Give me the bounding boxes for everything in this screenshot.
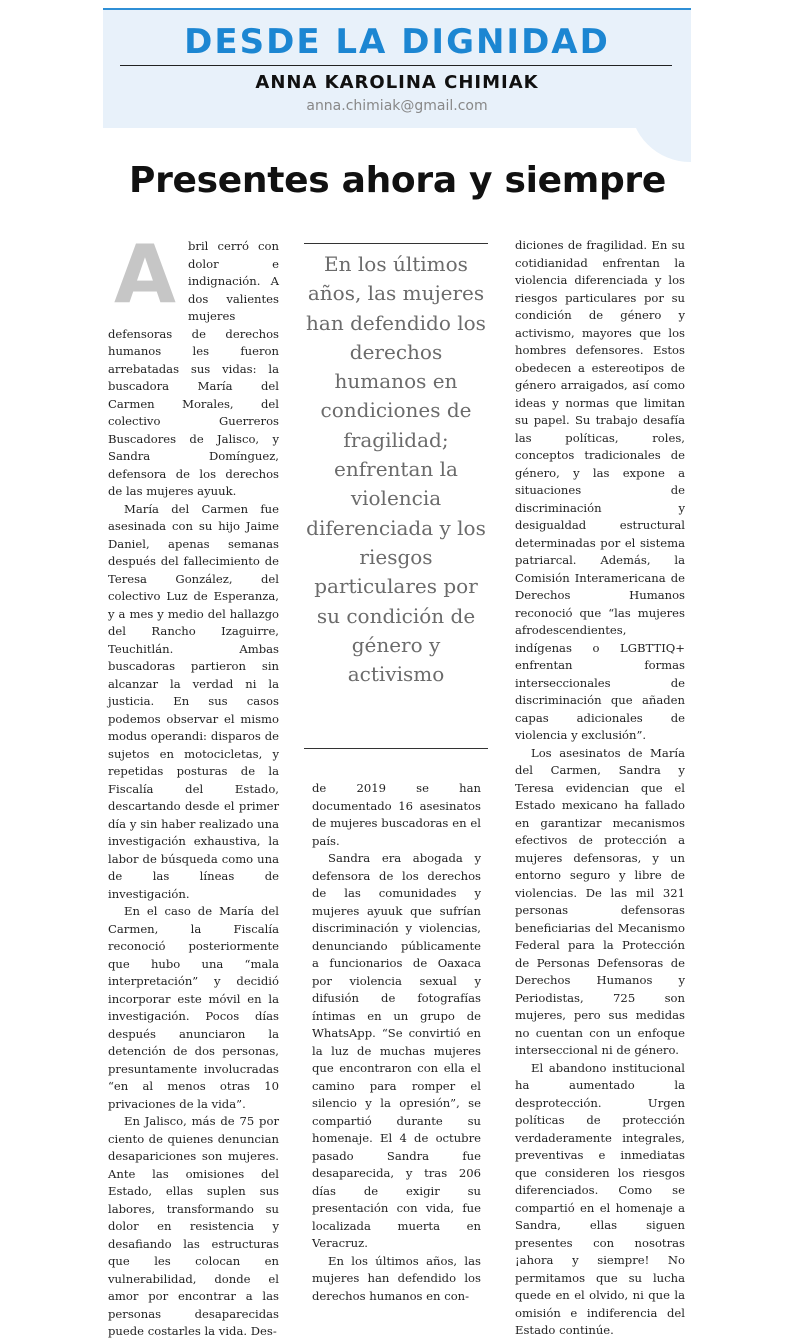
article-column-3: [515, 237, 685, 1340]
paragraph: Sandra era abogada y defensora de los derechos de las comunidades y mujeres ayuuk que sufrían discriminación y violencias, denunciando públicamente a funcionarios de Oaxaca por violencia sexual y difusión de fotografías íntimas en un grupo de WhatsApp. “Se convirtió en la luz de muchas mujeres que encontraron con ella el camino para romper el silencio y la opresión”, se compartió durante su homenaje. El 4 de octubre pasado Sandra fue desaparecida, y tras 206 días de exigir su presentación con vida, fue localizada muerta en Veracruz.: [312, 851, 481, 1250]
paragraph: En los últimos años, las mujeres han defendido los derechos humanos en con-: [312, 1253, 481, 1303]
paragraph: de 2019 se han documentado 16 asesinatos de mujeres buscadoras en el país.: [312, 781, 481, 848]
column-name: DESDE LA DIGNIDAD: [184, 22, 610, 62]
paragraph: En el caso de María del Carmen, la Fiscalía reconoció posteriormente que hubo una “mala interpretación” y decidió incorporar este móvil en la investigación. Pocos días después anunciaron la detención de dos personas, presuntamente involucradas “en al menos otras 10 privaciones de la vida”.: [108, 904, 279, 1111]
paragraph: diciones de fragilidad. En su cotidianidad enfrentan la violencia diferenciada y los riesgos particulares por su condición de género y activismo, mayores que los hombres defensores. Estos obedecen a estereotipos de género arraigados, así como ideas y normas que limitan su papel. Su trabajo desafía las políticas, roles, conceptos tradicionales de género, y las expone a situaciones de discriminación y desigualdad estructural determinadas por el sistema patriarcal. Además, la Comisión Interamericana de Derechos Humanos reconoció que “las mujeres afrodescendientes, indígenas o LGBTTIQ+ enfrentan formas interseccionales de discriminación que añaden capas adicionales de violencia y exclusión”.: [515, 238, 685, 742]
drop-cap: A: [114, 228, 176, 321]
author-email: anna.chimiak@gmail.com: [306, 98, 488, 114]
paragraph: bril cerró con dolor e indignación. A dos valientes mujeres defensoras de derechos humanos les fueron arrebatadas sus vidas: la buscadora María del Carmen Morales, del colectivo Guerreros Buscadores de Jalisco, y Sandra Domínguez, defensora de los derechos de las mujeres ayuuk.: [108, 239, 279, 498]
author-name: ANNA KAROLINA CHIMIAK: [255, 72, 539, 93]
header-divider: [120, 65, 672, 66]
pull-quote-top-rule: [304, 243, 488, 244]
paragraph: El abandono institucional ha aumentado la desprotección. Urgen políticas de protección verdaderamente integrales, preventivas e inmediatas que consideren los riesgos diferenciados. Como se compartió en el homenaje a Sandra, ellas siguen presentes con nosotras ¡ahora y siempre! No permitamos que su lucha quede en el olvido, ni que la omisión e indiferencia del Estado continúe.: [515, 1060, 685, 1337]
pull-quote: En los últimos años, las mujeres han defendido los derechos humanos en condiciones de fragilidad; enfrentan la violencia diferenciada y los riesgos particulares por su condición de género y activismo: [306, 252, 486, 687]
article-column-1: [108, 228, 279, 1341]
pull-quote-bottom-rule: [304, 748, 488, 749]
article-column-2: [312, 780, 481, 1305]
paragraph: En Jalisco, más de 75 por ciento de quienes denuncian desapariciones son mujeres. Ante las omisiones del Estado, ellas suplen sus labores, transformando su dolor en resistencia y desafiando las estructuras que les colocan en vulnerabilidad, donde el amor por encontrar a las personas desaparecidas puede costarles la vida. Des-: [108, 1114, 279, 1338]
article-title: Presentes ahora y siempre: [129, 160, 666, 201]
paragraph: María del Carmen fue asesinada con su hijo Jaime Daniel, apenas semanas después del fallecimiento de Teresa González, del colectivo Luz de Esperanza, y a mes y medio del hallazgo del Rancho Izaguirre, Teuchitlán. Ambas buscadoras partieron sin alcanzar la verdad ni la justicia. En sus casos podemos observar el mismo modus operandi: disparos de sujetos en motocicletas, y repetidas posturas de la Fiscalía del Estado, descartando desde el primer día y sin haber realizado una investigación exhaustiva, la labor de búsqueda como una de las líneas de investigación.: [108, 501, 279, 901]
paragraph: Los asesinatos de María del Carmen, Sandra y Teresa evidencian que el Estado mexicano ha fallado en garantizar mecanismos efectivos de protección a mujeres defensoras, y un entorno seguro y libre de violencias. De las mil 321 personas defensoras beneficiarias del Mecanismo Federal para la Protección de Personas Defensoras de Derechos Humanos y Periodistas, 725 son mujeres, pero sus medidas no cuentan con un enfoque interseccional ni de género.: [515, 745, 685, 1057]
